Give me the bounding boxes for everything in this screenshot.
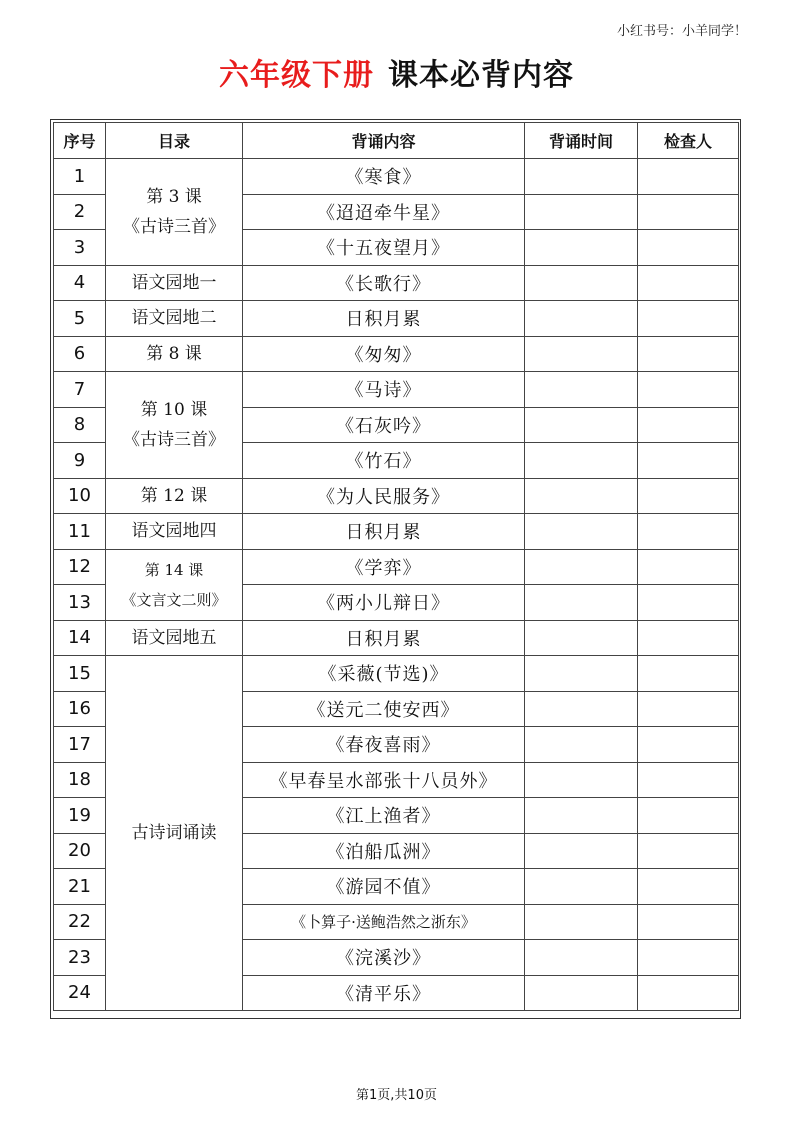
checker-cell[interactable] <box>638 904 739 940</box>
row-number: 2 <box>54 194 106 230</box>
recite-content: 《早春呈水部张十八员外》 <box>243 762 525 798</box>
table-row <box>54 265 739 301</box>
recite-time-cell[interactable] <box>525 727 638 763</box>
checker-cell[interactable] <box>638 230 739 266</box>
directory-cell: 语文园地二 <box>106 301 243 337</box>
checker-cell[interactable] <box>638 585 739 621</box>
recite-time-cell[interactable] <box>525 336 638 372</box>
table-row <box>54 159 739 195</box>
directory-cell <box>106 159 243 266</box>
recite-time-cell[interactable] <box>525 585 638 621</box>
checker-cell[interactable] <box>638 336 739 372</box>
directory-line: 《文言文二则》 <box>121 590 227 609</box>
recite-content: 《清平乐》 <box>243 975 525 1011</box>
recite-time-cell[interactable] <box>525 833 638 869</box>
row-number: 15 <box>54 656 106 692</box>
directory-line: 第 14 课 <box>144 560 204 579</box>
directory-cell <box>106 549 243 620</box>
row-number: 19 <box>54 798 106 834</box>
checker-cell[interactable] <box>638 372 739 408</box>
directory-cell: 第 12 课 <box>106 478 243 514</box>
recite-content: 《江上渔者》 <box>243 798 525 834</box>
header-seq: 序号 <box>54 123 106 159</box>
recite-content: 《长歌行》 <box>243 265 525 301</box>
directory-cell: 语文园地五 <box>106 620 243 656</box>
directory-line: 第 10 课 <box>140 399 208 420</box>
row-number: 14 <box>54 620 106 656</box>
recite-content: 日积月累 <box>243 301 525 337</box>
recite-time-cell[interactable] <box>525 620 638 656</box>
recite-time-cell[interactable] <box>525 904 638 940</box>
recite-time-cell[interactable] <box>525 372 638 408</box>
row-number: 12 <box>54 549 106 585</box>
table-row <box>54 620 739 656</box>
page-title-main: 课本必背内容 <box>388 58 574 93</box>
checker-cell[interactable] <box>638 798 739 834</box>
recite-content: 《两小儿辩日》 <box>243 585 525 621</box>
recite-content: 《寒食》 <box>243 159 525 195</box>
directory-cell: 语文园地一 <box>106 265 243 301</box>
directory-line: 《古诗三首》 <box>123 216 225 237</box>
recite-content: 《采薇(节选)》 <box>243 656 525 692</box>
table-row <box>54 372 739 408</box>
recite-content: 《竹石》 <box>243 443 525 479</box>
recite-time-cell[interactable] <box>525 549 638 585</box>
header-dir: 目录 <box>106 123 243 159</box>
table-row <box>54 656 739 692</box>
recite-content: 《游园不值》 <box>243 869 525 905</box>
header-content: 背诵内容 <box>243 123 525 159</box>
table-row <box>54 301 739 337</box>
recite-content: 《石灰吟》 <box>243 407 525 443</box>
recite-time-cell[interactable] <box>525 301 638 337</box>
checker-cell[interactable] <box>638 940 739 976</box>
checker-cell[interactable] <box>638 265 739 301</box>
directory-cell <box>106 372 243 479</box>
recite-content: 《匆匆》 <box>243 336 525 372</box>
row-number: 7 <box>54 372 106 408</box>
recite-content: 《送元二使安西》 <box>243 691 525 727</box>
recite-content: 《马诗》 <box>243 372 525 408</box>
checker-cell[interactable] <box>638 301 739 337</box>
row-number: 11 <box>54 514 106 550</box>
checker-cell[interactable] <box>638 869 739 905</box>
table-row <box>54 478 739 514</box>
page-footer: 第1页,共10页 <box>356 1088 437 1103</box>
checker-cell[interactable] <box>638 514 739 550</box>
checker-cell[interactable] <box>638 194 739 230</box>
recite-content: 《学弈》 <box>243 549 525 585</box>
checker-cell[interactable] <box>638 691 739 727</box>
row-number: 4 <box>54 265 106 301</box>
recite-content: 《迢迢牵牛星》 <box>243 194 525 230</box>
page-title <box>0 50 793 94</box>
table-row <box>54 549 739 585</box>
recite-time-cell[interactable] <box>525 478 638 514</box>
directory-cell: 语文园地四 <box>106 514 243 550</box>
recite-time-cell[interactable] <box>525 407 638 443</box>
row-number: 3 <box>54 230 106 266</box>
table-header-row <box>54 123 739 159</box>
recite-content: 日积月累 <box>243 514 525 550</box>
recite-time-cell[interactable] <box>525 975 638 1011</box>
recite-time-cell[interactable] <box>525 798 638 834</box>
row-number: 6 <box>54 336 106 372</box>
recite-time-cell[interactable] <box>525 443 638 479</box>
row-number: 10 <box>54 478 106 514</box>
checker-cell[interactable] <box>638 549 739 585</box>
recite-time-cell[interactable] <box>525 940 638 976</box>
recite-time-cell[interactable] <box>525 514 638 550</box>
recite-time-cell[interactable] <box>525 691 638 727</box>
recite-time-cell[interactable] <box>525 265 638 301</box>
recitation-table <box>53 122 739 1011</box>
checker-cell[interactable] <box>638 407 739 443</box>
header-time: 背诵时间 <box>525 123 638 159</box>
table-row <box>54 336 739 372</box>
row-number: 17 <box>54 727 106 763</box>
page-title-grade: 六年级下册 <box>219 58 374 93</box>
checker-cell[interactable] <box>638 656 739 692</box>
row-number: 21 <box>54 869 106 905</box>
recite-time-cell[interactable] <box>525 159 638 195</box>
recite-content: 《卜算子·送鲍浩然之浙东》 <box>243 904 525 940</box>
row-number: 5 <box>54 301 106 337</box>
directory-line: 第 3 课 <box>146 186 202 207</box>
row-number: 22 <box>54 904 106 940</box>
checker-cell[interactable] <box>638 159 739 195</box>
checker-cell[interactable] <box>638 620 739 656</box>
checker-cell[interactable] <box>638 727 739 763</box>
row-number: 20 <box>54 833 106 869</box>
header-checker: 检查人 <box>638 123 739 159</box>
recite-time-cell[interactable] <box>525 869 638 905</box>
recite-time-cell[interactable] <box>525 656 638 692</box>
checker-cell[interactable] <box>638 478 739 514</box>
row-number: 13 <box>54 585 106 621</box>
row-number: 24 <box>54 975 106 1011</box>
checker-cell[interactable] <box>638 443 739 479</box>
directory-line: 《古诗三首》 <box>123 429 225 450</box>
checker-cell[interactable] <box>638 762 739 798</box>
row-number: 8 <box>54 407 106 443</box>
recite-content: 《春夜喜雨》 <box>243 727 525 763</box>
recite-content: 日积月累 <box>243 620 525 656</box>
recite-time-cell[interactable] <box>525 762 638 798</box>
row-number: 9 <box>54 443 106 479</box>
row-number: 1 <box>54 159 106 195</box>
checker-cell[interactable] <box>638 833 739 869</box>
recite-content: 《为人民服务》 <box>243 478 525 514</box>
watermark: 小红书号：小羊同学！ <box>616 24 747 39</box>
directory-cell: 第 8 课 <box>106 336 243 372</box>
recite-time-cell[interactable] <box>525 194 638 230</box>
directory-cell: 古诗词诵读 <box>106 656 243 1011</box>
row-number: 18 <box>54 762 106 798</box>
recite-time-cell[interactable] <box>525 230 638 266</box>
recite-content: 《泊船瓜洲》 <box>243 833 525 869</box>
table-row <box>54 514 739 550</box>
checker-cell[interactable] <box>638 975 739 1011</box>
row-number: 16 <box>54 691 106 727</box>
recite-content: 《浣溪沙》 <box>243 940 525 976</box>
row-number: 23 <box>54 940 106 976</box>
recite-content: 《十五夜望月》 <box>243 230 525 266</box>
